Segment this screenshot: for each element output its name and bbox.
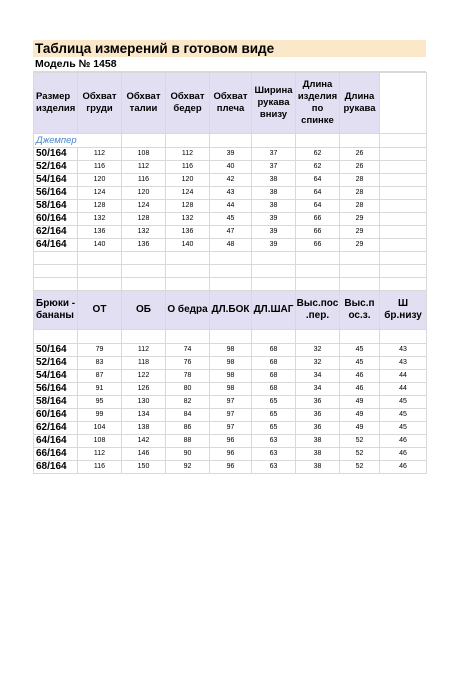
header-cell: Обхват груди (78, 73, 122, 134)
value-cell: 88 (166, 435, 210, 448)
empty-cell (210, 134, 252, 148)
value-cell: 45 (340, 357, 380, 370)
value-cell: 39 (252, 226, 296, 239)
header-cell: Обхват плеча (210, 73, 252, 134)
value-cell: 98 (210, 357, 252, 370)
value-cell: 36 (296, 422, 340, 435)
jumper-row (34, 200, 427, 213)
trousers-row (34, 383, 427, 396)
size-cell: 52/164 (34, 161, 78, 174)
value-cell: 120 (122, 187, 166, 200)
value-cell: 142 (122, 435, 166, 448)
value-cell: 62 (296, 161, 340, 174)
value-cell: 40 (210, 161, 252, 174)
header-cell: Обхват талии (122, 73, 166, 134)
value-cell: 78 (166, 370, 210, 383)
value-cell: 134 (122, 409, 166, 422)
value-cell: 26 (340, 148, 380, 161)
value-cell: 80 (166, 383, 210, 396)
value-cell: 124 (78, 187, 122, 200)
value-cell: 28 (340, 174, 380, 187)
value-cell: 120 (78, 174, 122, 187)
value-cell: 140 (78, 239, 122, 252)
size-cell: 54/164 (34, 370, 78, 383)
empty-cell (296, 134, 340, 148)
size-cell: 62/164 (34, 226, 78, 239)
value-cell: 45 (210, 213, 252, 226)
header-cell: Обхват бедер (166, 73, 210, 134)
value-cell: 46 (380, 448, 427, 461)
header-cell: Ширина рукава внизу (252, 73, 296, 134)
value-cell: 92 (166, 461, 210, 474)
section-row (34, 134, 427, 148)
value-cell: 44 (380, 383, 427, 396)
value-cell: 37 (252, 148, 296, 161)
value-cell: 112 (166, 148, 210, 161)
value-cell: 45 (380, 409, 427, 422)
header-cell: Ш бр.низу (380, 291, 427, 330)
header-cell: О бедра (166, 291, 210, 330)
jumper-row (34, 187, 427, 200)
value-cell: 132 (78, 213, 122, 226)
value-cell: 49 (340, 396, 380, 409)
value-cell: 68 (252, 357, 296, 370)
value-cell: 112 (78, 148, 122, 161)
jumper-row (34, 161, 427, 174)
value-cell: 128 (78, 200, 122, 213)
size-cell: 60/164 (34, 213, 78, 226)
value-cell: 46 (380, 461, 427, 474)
value-cell: 65 (252, 409, 296, 422)
value-cell: 38 (296, 435, 340, 448)
value-cell: 28 (340, 200, 380, 213)
empty-cell (380, 174, 427, 187)
value-cell: 76 (166, 357, 210, 370)
value-cell: 124 (122, 200, 166, 213)
value-cell: 98 (210, 370, 252, 383)
value-cell: 43 (380, 357, 427, 370)
value-cell: 26 (340, 161, 380, 174)
value-cell: 95 (78, 396, 122, 409)
size-cell: 50/164 (34, 148, 78, 161)
value-cell: 108 (78, 435, 122, 448)
trousers-row (34, 344, 427, 357)
value-cell: 42 (210, 174, 252, 187)
value-cell: 104 (78, 422, 122, 435)
value-cell: 98 (210, 344, 252, 357)
trousers-row (34, 448, 427, 461)
value-cell: 97 (210, 396, 252, 409)
size-cell: 68/164 (34, 461, 78, 474)
header-cell: Длина изделия по спинке (296, 73, 340, 134)
value-cell: 98 (210, 383, 252, 396)
value-cell: 116 (78, 161, 122, 174)
value-cell: 130 (122, 396, 166, 409)
blank-row (34, 330, 427, 344)
trousers-row (34, 357, 427, 370)
header-cell: ОТ (78, 291, 122, 330)
size-cell: 66/164 (34, 448, 78, 461)
jumper-row (34, 213, 427, 226)
spacer-rows (34, 252, 427, 291)
value-cell: 65 (252, 422, 296, 435)
section-label-jumper: Джемпер (34, 134, 122, 148)
value-cell: 140 (166, 239, 210, 252)
value-cell: 68 (252, 370, 296, 383)
value-cell: 32 (296, 357, 340, 370)
value-cell: 122 (122, 370, 166, 383)
value-cell: 132 (122, 226, 166, 239)
value-cell: 46 (340, 383, 380, 396)
value-cell: 126 (122, 383, 166, 396)
jumper-rows (34, 148, 427, 252)
empty-cell (380, 239, 427, 252)
value-cell: 45 (340, 344, 380, 357)
value-cell: 96 (210, 461, 252, 474)
value-cell: 48 (210, 239, 252, 252)
size-cell: 64/164 (34, 435, 78, 448)
value-cell: 49 (340, 422, 380, 435)
value-cell: 39 (210, 148, 252, 161)
jumper-row (34, 226, 427, 239)
value-cell: 38 (296, 448, 340, 461)
jumper-row (34, 148, 427, 161)
value-cell: 36 (296, 409, 340, 422)
trousers-table (34, 291, 427, 344)
value-cell: 74 (166, 344, 210, 357)
value-cell: 38 (252, 200, 296, 213)
header-cell: Размер изделия (34, 73, 78, 134)
header-cell: ОБ (122, 291, 166, 330)
value-cell: 124 (166, 187, 210, 200)
empty-cell (340, 134, 380, 148)
value-cell: 63 (252, 461, 296, 474)
size-cell: 56/164 (34, 383, 78, 396)
value-cell: 96 (210, 448, 252, 461)
trousers-row (34, 370, 427, 383)
header-cell: Брюки - бананы (34, 291, 78, 330)
sheet-title: Таблица измерений в готовом виде (33, 40, 426, 57)
empty-cell (380, 148, 427, 161)
empty-cell (166, 134, 210, 148)
value-cell: 90 (166, 448, 210, 461)
size-cell: 58/164 (34, 396, 78, 409)
value-cell: 63 (252, 448, 296, 461)
value-cell: 68 (252, 344, 296, 357)
value-cell: 46 (340, 370, 380, 383)
jumper-header-row (34, 73, 427, 134)
value-cell: 136 (78, 226, 122, 239)
value-cell: 65 (252, 396, 296, 409)
size-cell: 52/164 (34, 357, 78, 370)
empty-cell (380, 161, 427, 174)
empty-cell (380, 73, 427, 134)
value-cell: 132 (166, 213, 210, 226)
empty-cell (380, 213, 427, 226)
value-cell: 83 (78, 357, 122, 370)
value-cell: 66 (296, 213, 340, 226)
measurement-table (33, 72, 427, 474)
empty-cell (252, 134, 296, 148)
value-cell: 96 (210, 435, 252, 448)
value-cell: 38 (252, 187, 296, 200)
value-cell: 37 (252, 161, 296, 174)
header-cell: Выс.пос .пер. (296, 291, 340, 330)
value-cell: 146 (122, 448, 166, 461)
value-cell: 29 (340, 213, 380, 226)
value-cell: 45 (380, 422, 427, 435)
empty-cell (380, 187, 427, 200)
value-cell: 120 (166, 174, 210, 187)
value-cell: 32 (296, 344, 340, 357)
empty-cell (380, 200, 427, 213)
header-cell: ДЛ.ШАГ (252, 291, 296, 330)
value-cell: 44 (210, 200, 252, 213)
size-cell: 60/164 (34, 409, 78, 422)
trousers-row (34, 409, 427, 422)
model-number: Модель № 1458 (33, 57, 426, 72)
size-cell: 62/164 (34, 422, 78, 435)
value-cell: 29 (340, 226, 380, 239)
value-cell: 79 (78, 344, 122, 357)
size-cell: 64/164 (34, 239, 78, 252)
value-cell: 128 (122, 213, 166, 226)
value-cell: 52 (340, 448, 380, 461)
value-cell: 138 (122, 422, 166, 435)
value-cell: 136 (166, 226, 210, 239)
measurement-sheet (33, 40, 426, 474)
blank-row (34, 265, 427, 278)
value-cell: 97 (210, 422, 252, 435)
value-cell: 116 (122, 174, 166, 187)
value-cell: 84 (166, 409, 210, 422)
value-cell: 49 (340, 409, 380, 422)
value-cell: 87 (78, 370, 122, 383)
size-cell: 54/164 (34, 174, 78, 187)
value-cell: 116 (166, 161, 210, 174)
trousers-row (34, 435, 427, 448)
value-cell: 36 (296, 396, 340, 409)
value-cell: 38 (296, 461, 340, 474)
size-cell: 58/164 (34, 200, 78, 213)
trousers-row (34, 461, 427, 474)
value-cell: 47 (210, 226, 252, 239)
value-cell: 38 (252, 174, 296, 187)
value-cell: 39 (252, 213, 296, 226)
size-cell: 50/164 (34, 344, 78, 357)
value-cell: 28 (340, 187, 380, 200)
empty-cell (380, 134, 427, 148)
value-cell: 82 (166, 396, 210, 409)
header-cell: Выс.п ос.з. (340, 291, 380, 330)
value-cell: 86 (166, 422, 210, 435)
empty-cell (122, 134, 166, 148)
jumper-row (34, 174, 427, 187)
size-cell: 56/164 (34, 187, 78, 200)
value-cell: 150 (122, 461, 166, 474)
value-cell: 52 (340, 435, 380, 448)
value-cell: 68 (252, 383, 296, 396)
trousers-rows (34, 344, 427, 474)
value-cell: 118 (122, 357, 166, 370)
value-cell: 64 (296, 200, 340, 213)
value-cell: 44 (380, 370, 427, 383)
value-cell: 34 (296, 383, 340, 396)
value-cell: 29 (340, 239, 380, 252)
blank-row (34, 252, 427, 265)
value-cell: 63 (252, 435, 296, 448)
empty-cell (380, 226, 427, 239)
value-cell: 112 (122, 344, 166, 357)
trousers-row (34, 422, 427, 435)
value-cell: 52 (340, 461, 380, 474)
value-cell: 91 (78, 383, 122, 396)
value-cell: 43 (380, 344, 427, 357)
trousers-row (34, 396, 427, 409)
trousers-header-row (34, 291, 427, 330)
jumper-row (34, 239, 427, 252)
value-cell: 128 (166, 200, 210, 213)
value-cell: 112 (122, 161, 166, 174)
value-cell: 66 (296, 239, 340, 252)
value-cell: 136 (122, 239, 166, 252)
value-cell: 116 (78, 461, 122, 474)
value-cell: 43 (210, 187, 252, 200)
value-cell: 39 (252, 239, 296, 252)
header-cell: ДЛ.БОК (210, 291, 252, 330)
value-cell: 97 (210, 409, 252, 422)
value-cell: 34 (296, 370, 340, 383)
header-cell: Длина рукава (340, 73, 380, 134)
value-cell: 112 (78, 448, 122, 461)
value-cell: 64 (296, 174, 340, 187)
value-cell: 46 (380, 435, 427, 448)
value-cell: 108 (122, 148, 166, 161)
value-cell: 62 (296, 148, 340, 161)
blank-row (34, 278, 427, 291)
jumper-table (34, 73, 427, 148)
value-cell: 66 (296, 226, 340, 239)
value-cell: 99 (78, 409, 122, 422)
value-cell: 64 (296, 187, 340, 200)
value-cell: 45 (380, 396, 427, 409)
